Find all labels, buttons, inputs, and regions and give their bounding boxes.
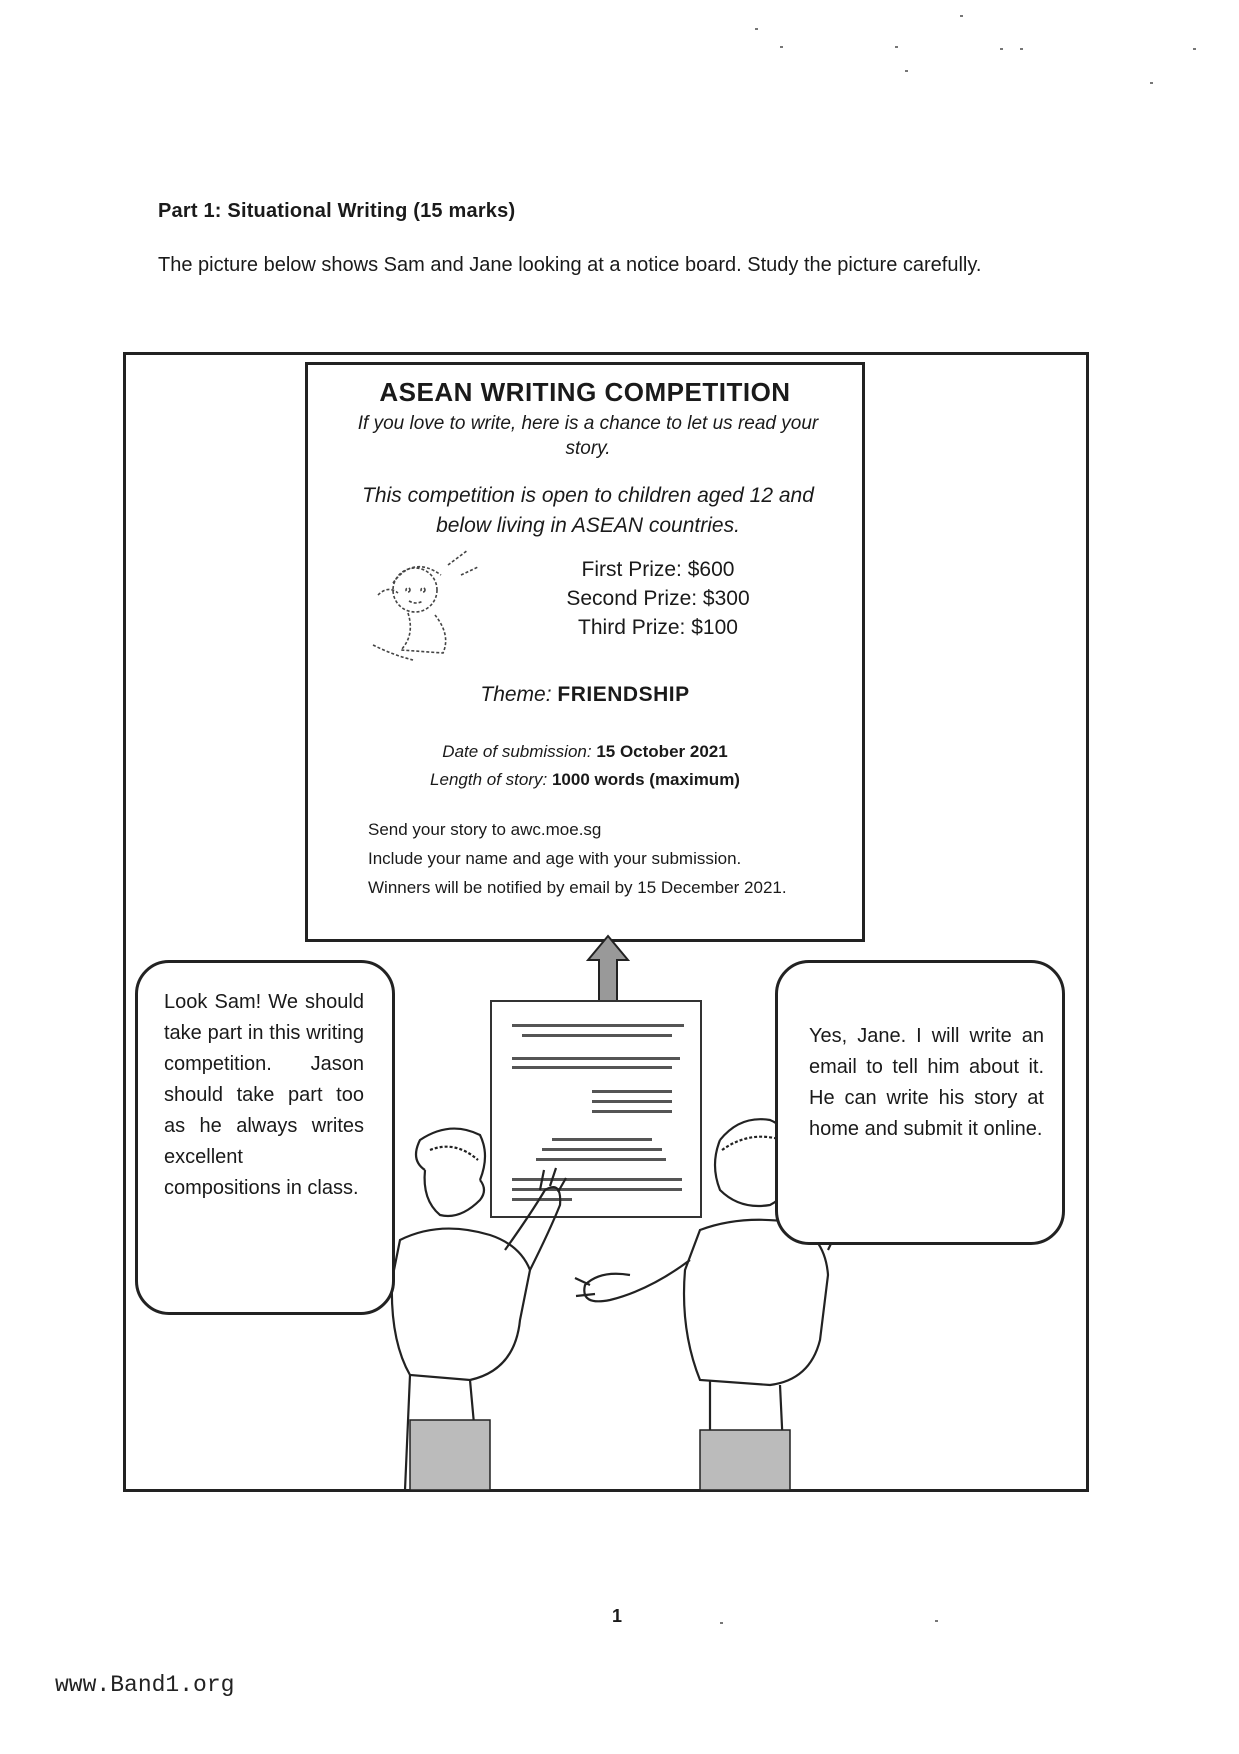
submission-value: 15 October 2021 (596, 742, 728, 761)
up-arrow-icon (586, 934, 630, 1004)
notice-theme (308, 683, 862, 707)
notice-details (308, 738, 862, 794)
prize-third: Third Prize: $100 (578, 616, 738, 639)
send-line: Include your name and age with your submission. (368, 849, 742, 868)
writing-child-icon (353, 545, 493, 665)
page-number: 1 (612, 1606, 623, 1626)
section-heading: Part 1: Situational Writing (15 marks) (158, 200, 516, 222)
notice-tagline: If you love to write, here is a chance to let us read your story. (357, 413, 819, 459)
send-line: Send your story to awc.moe.sg (368, 820, 602, 839)
speech-bubble-sam (135, 960, 395, 1315)
notice-eligibility: This competition is open to children aged 12 and below living in ASEAN countries. (362, 484, 814, 537)
speech-bubble-jane (775, 960, 1065, 1245)
send-line: Winners will be notified by email by 15 December 2021. (368, 878, 787, 897)
theme-value: FRIENDSHIP (557, 683, 690, 706)
prize-list (528, 555, 788, 642)
notice-title: ASEAN WRITING COMPETITION (379, 377, 791, 407)
submission-date (308, 738, 862, 766)
length-label: Length of story: (430, 770, 548, 789)
length-value: 1000 words (maximum) (551, 770, 740, 789)
theme-label: Theme: (480, 683, 552, 706)
story-length (308, 766, 862, 794)
speech-text-jane: Yes, Jane. I will write an email to tell him about it. He can write his story at home and submit it online. (809, 1025, 1044, 1140)
instructions: The picture below shows Sam and Jane looking at a notice board. Study the picture carefully. (158, 254, 982, 276)
submission-instructions (368, 815, 838, 902)
prize-first: First Prize: $600 (581, 558, 735, 581)
footer-url: www.Band1.org (55, 1672, 235, 1698)
submission-label: Date of submission: (442, 742, 592, 761)
prize-second: Second Prize: $300 (566, 587, 750, 610)
competition-notice (305, 362, 865, 942)
speech-text-sam: Look Sam! We should take part in this writing competition. Jason should take part too as he always writes excellent compositions in class. (164, 991, 364, 1199)
